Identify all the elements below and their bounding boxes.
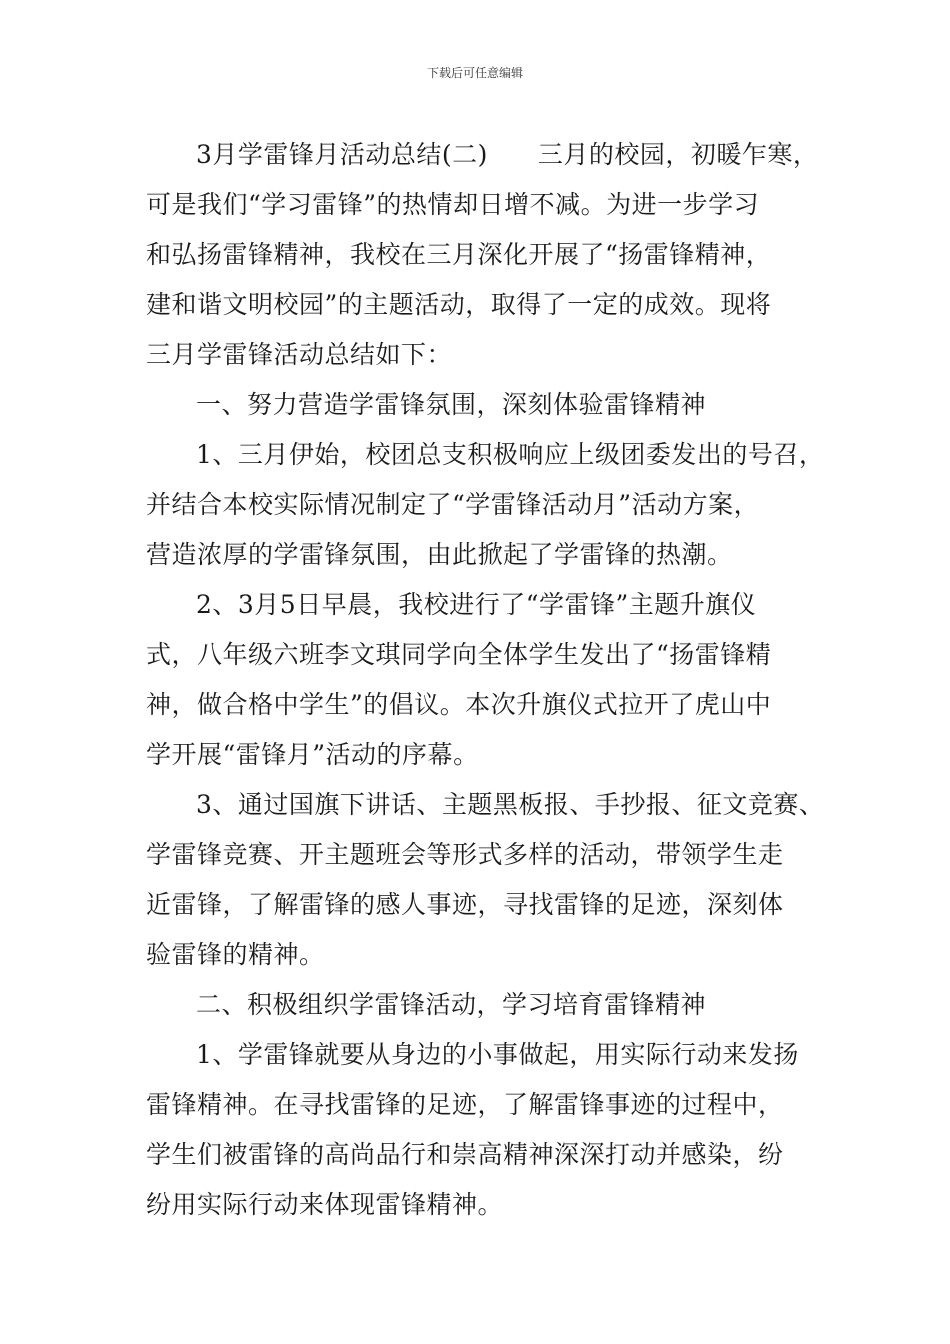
document-title: 3月学雷锋月活动总结(二) [196,140,488,169]
paragraph-line: 可是我们“学习雷锋”的热情却日增不减。为进一步学习 [146,190,760,219]
document-body [146,130,836,1230]
paragraph-line: 和弘扬雷锋精神，我校在三月深化开展了“扬雷锋精神， [146,240,772,269]
paragraph-line: 营造浓厚的学雷锋氛围，由此掀起了学雷锋的热潮。 [146,540,733,569]
paragraph-line: 并结合本校实际情况制定了“学雷锋活动月”活动方案， [146,490,760,519]
section-heading: 二、积极组织学雷锋活动，学习培育雷锋精神 [196,990,707,1019]
paragraph-line: 验雷锋的精神。 [146,940,325,969]
paragraph-line: 建和谐文明校园”的主题活动，取得了一定的成效。现将 [146,290,772,319]
section-heading: 一、努力营造学雷锋氛围，深刻体验雷锋精神 [196,390,707,419]
paragraph-line: 学雷锋竞赛、开主题班会等形式多样的活动，带领学生走 [146,840,784,869]
paragraph-line: 纷用实际行动来体现雷锋精神。 [146,1190,504,1219]
paragraph-line: 雷锋精神。在寻找雷锋的足迹，了解雷锋事迹的过程中， [146,1090,784,1119]
paragraph-line: 3、通过国旗下讲话、主题黑板报、手抄报、征文竞赛、 [196,790,825,819]
paragraph-line: 1、三月伊始，校团总支积极响应上级团委发出的号召， [196,440,825,469]
paragraph-line: 式，八年级六班李文琪同学向全体学生发出了“扬雷锋精 [146,640,772,669]
paragraph-line: 三月的校园，初暖乍寒， [537,140,819,169]
paragraph-line: 1、学雷锋就要从身边的小事做起，用实际行动来发扬 [196,1040,799,1069]
paragraph-line: 2、3月5日早晨，我校进行了“学雷锋”主题升旗仪 [196,590,757,619]
paragraph-line: 学生们被雷锋的高尚品行和崇高精神深深打动并感染，纷 [146,1140,784,1169]
paragraph-line: 学开展“雷锋月”活动的序幕。 [146,740,479,769]
paragraph-line: 三月学雷锋活动总结如下： [146,340,453,369]
paragraph-line: 神，做合格中学生”的倡议。本次升旗仪式拉开了虎山中 [146,690,772,719]
page-header: 下载后可任意编辑 [426,66,523,80]
paragraph-line: 近雷锋，了解雷锋的感人事迹，寻找雷锋的足迹，深刻体 [146,890,784,919]
title-line [146,130,836,180]
